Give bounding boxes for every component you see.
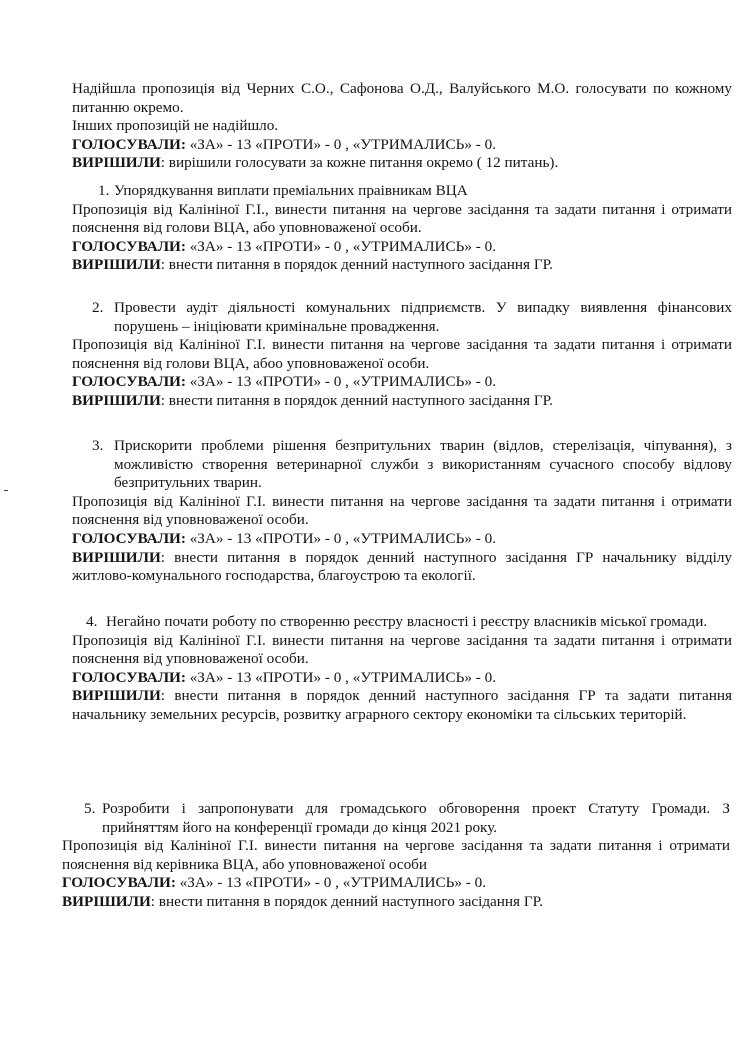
intro-proposal: Надійшла пропозиція від Черних С.О., Сафонова О.Д., Валуйського М.О. голосувати по кожному питанню окремо. [72, 80, 732, 116]
vote-label: ГОЛОСУВАЛИ: [62, 874, 176, 892]
item-title [72, 613, 732, 632]
scan-mark [4, 490, 8, 491]
intro-vote [72, 136, 732, 155]
item-title [72, 182, 732, 201]
decided-label: ВИРІШИЛИ [72, 391, 161, 409]
vote-text: «ЗА» - 13 «ПРОТИ» - 0 , «УТРИМАЛИСЬ» - 0. [175, 874, 487, 892]
decided-label: ВИРІШИЛИ [72, 256, 161, 274]
item-title [62, 800, 730, 837]
decided-text: : внести питання в порядок денний наступного засідання ГР. [160, 256, 553, 274]
vote-text: «ЗА» - 13 «ПРОТИ» - 0 , «УТРИМАЛИСЬ» - 0. [185, 237, 497, 255]
intro-no-other: Інших пропозицій не надійшло. [72, 117, 279, 135]
agenda-item-1 [72, 182, 732, 275]
decided-label: ВИРІШИЛИ [72, 687, 161, 705]
item-number: 1. [98, 182, 110, 199]
agenda-item-5 [62, 800, 730, 912]
vote-label: ГОЛОСУВАЛИ: [72, 373, 186, 391]
item-number: 4. [86, 613, 98, 630]
vote-label: ГОЛОСУВАЛИ: [72, 135, 186, 153]
item-title-text: Розробити і запропонувати для громадського обговорення проект Статуту Громади. З прийняттям його на конференції громади до кінця 2021 року. [102, 800, 730, 836]
item-vote [72, 669, 732, 688]
agenda-item-4 [72, 613, 732, 725]
item-vote [72, 530, 732, 549]
intro-decided [72, 154, 732, 173]
item-title [72, 437, 732, 493]
item-vote [62, 874, 730, 893]
item-vote [72, 373, 732, 392]
agenda-item-2 [72, 299, 732, 411]
decided-label: ВИРІШИЛИ [62, 892, 151, 910]
item-proposal: Пропозиція від Калініної Г.І. винести питання на чергове засідання та задати питання і отримати пояснення від уповноваженої особи. [72, 631, 732, 668]
decided-text: : внести питання в порядок денний наступного засідання ГР начальнику відділу житлово-комунального господарства, благоустрою та екології. [72, 548, 732, 585]
decided-text: : внести питання в порядок денний наступного засідання ГР. [150, 892, 543, 910]
item-title [72, 299, 732, 336]
item-proposal: Пропозиція від Калініної Г.І. винести питання на чергове засідання та задати питання і отримати пояснення від голови ВЦА, абоо уповноваженої особи. [72, 336, 732, 372]
vote-label: ГОЛОСУВАЛИ: [72, 237, 186, 255]
item-title-text: Провести аудіт діяльності комунальних підприємств. У випадку виявлення фінансових порушень – ініціювати кримінальне провадження. [114, 299, 732, 335]
vote-label: ГОЛОСУВАЛИ: [72, 668, 186, 686]
item-title-text: Упорядкування виплати преміальних праівникам ВЦА [114, 182, 468, 199]
item-decided [72, 256, 732, 275]
item-vote [72, 238, 732, 257]
item-proposal: Пропозиція від Калініної Г.І. винести питання на чергове засідання та задати питання і отримати пояснення від керівника ВЦА, або уповноваженої особи [62, 837, 730, 873]
item-number: 3. [92, 437, 104, 454]
item-proposal: Пропозиція від Калініної Г.І. винести питання на чергове засідання та задати питання і отримати пояснення від уповноваженої особи. [72, 492, 732, 529]
item-title-text: Прискорити проблеми рішення безпритульних тварин (відлов, стерелізація, чіпування), з можливістю створення ветеринарної служби з використанням сучасного способу відлову безпритульних тварин. [114, 437, 732, 492]
decided-label: ВИРІШИЛИ [72, 548, 161, 566]
item-decided [72, 687, 732, 724]
item-decided [62, 893, 730, 912]
item-number: 2. [92, 299, 104, 316]
vote-text: «ЗА» - 13 «ПРОТИ» - 0 , «УТРИМАЛИСЬ» - 0. [185, 135, 497, 153]
vote-text: «ЗА» - 13 «ПРОТИ» - 0 , «УТРИМАЛИСЬ» - 0. [185, 668, 497, 686]
item-proposal: Пропозиція від Калініної Г.І., винести питання на чергове засідання та задати питання і отримати пояснення від голови ВЦА, або уповноваженої особи. [72, 200, 732, 237]
item-decided [72, 549, 732, 586]
vote-label: ГОЛОСУВАЛИ: [72, 529, 186, 547]
vote-text: «ЗА» - 13 «ПРОТИ» - 0 , «УТРИМАЛИСЬ» - 0. [185, 529, 497, 547]
decided-text: : внести питання в порядок денний наступного засідання ГР. [160, 391, 553, 409]
item-title-text: Негайно почати роботу по створенню реєстру власності і реєстру власників міської громади. [106, 613, 708, 630]
decided-text: : внести питання в порядок денний наступного засідання ГР та задати питання начальнику земельних ресурсів, розвитку аграрного сектору економіки та сільських територій. [72, 687, 732, 723]
agenda-item-3 [72, 437, 732, 586]
decided-text: : вирішили голосувати за кожне питання окремо ( 12 питань). [160, 154, 559, 172]
intro-section [72, 80, 732, 173]
item-decided [72, 392, 732, 411]
vote-text: «ЗА» - 13 «ПРОТИ» - 0 , «УТРИМАЛИСЬ» - 0. [185, 373, 497, 391]
decided-label: ВИРІШИЛИ [72, 154, 161, 172]
item-number: 5. [84, 800, 96, 817]
